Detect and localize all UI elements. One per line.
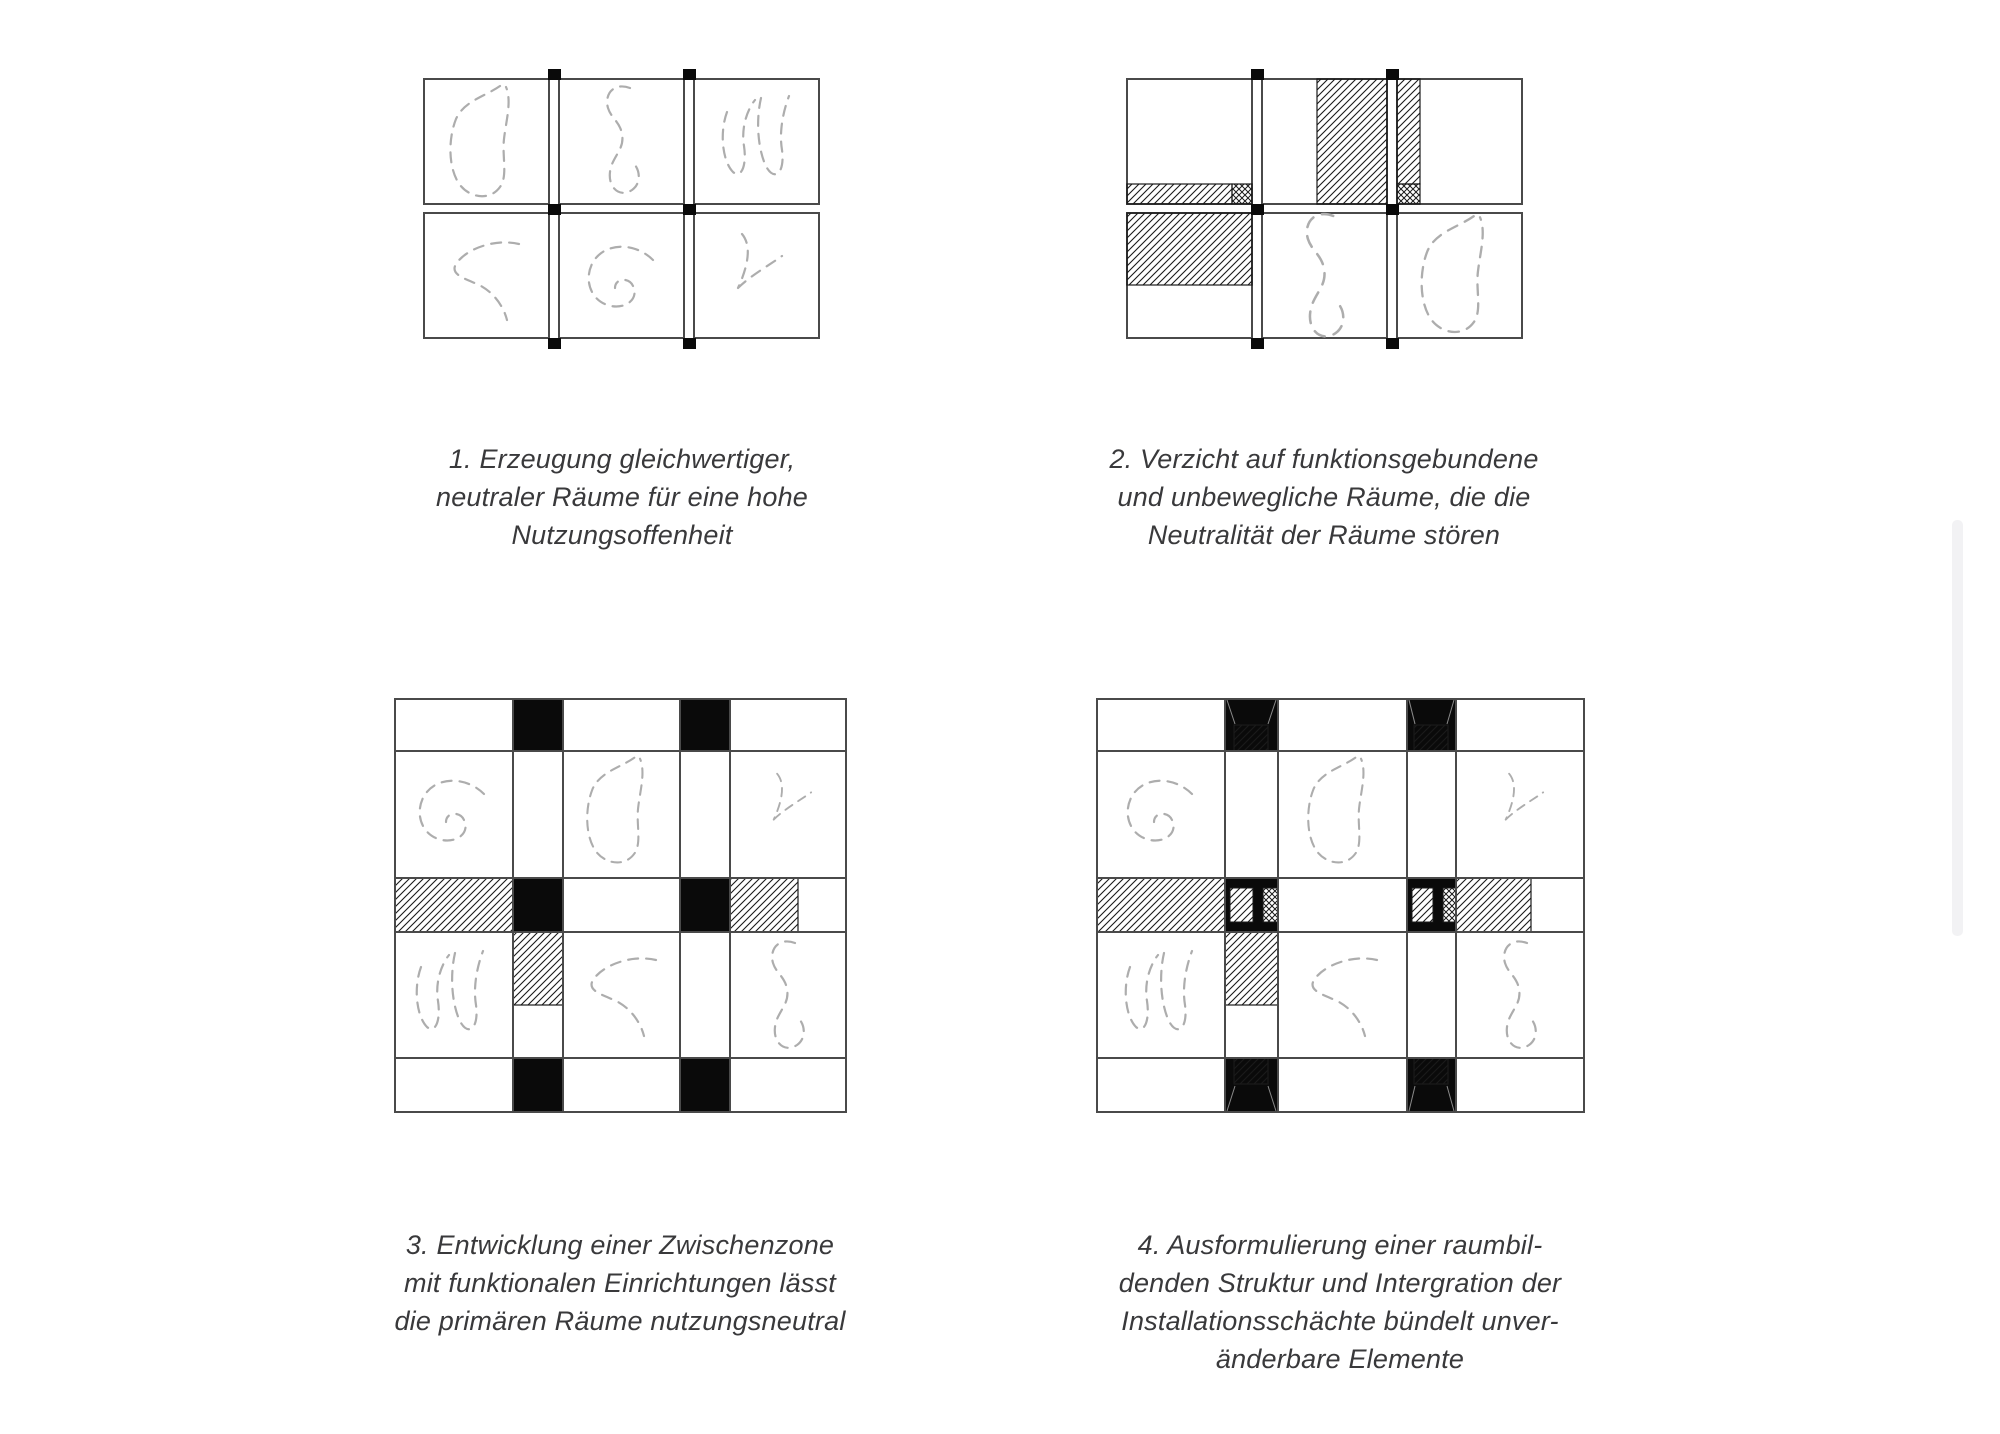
- panel-4-caption: [1060, 1226, 1620, 1378]
- furniture-blob: [587, 758, 642, 863]
- function-band-hatch: [1317, 79, 1387, 204]
- caption-line: 2. Verzicht auf funktionsgebundene: [1109, 444, 1539, 474]
- function-block-hatch: [1127, 213, 1252, 285]
- service-zones: [1097, 878, 1531, 1005]
- diagram-3-floorplan: [395, 699, 846, 1112]
- furniture-blob: [772, 941, 804, 1047]
- room: [694, 213, 819, 338]
- furniture-blob: [1312, 958, 1377, 1036]
- furniture-blob: [1128, 781, 1192, 841]
- service-beam: [1407, 878, 1456, 932]
- beam-cross: [1263, 888, 1278, 922]
- service-hatch: [513, 932, 563, 1005]
- installation-shaft-top: [1225, 699, 1456, 751]
- panel-2-caption: [1044, 440, 1604, 554]
- panel-3-caption: [340, 1226, 900, 1340]
- function-band-hatch: [1397, 79, 1420, 184]
- core-blocks: [513, 699, 730, 1112]
- diagram-4-floorplan: [1097, 699, 1584, 1112]
- service-hatch: [1456, 878, 1531, 932]
- function-band-cross: [1397, 184, 1420, 204]
- furniture-blob: [1126, 951, 1192, 1029]
- scrollbar[interactable]: [1952, 520, 1963, 936]
- function-strip-cross: [1232, 184, 1252, 204]
- caption-line: die primären Räume nutzungsneutral: [394, 1306, 846, 1336]
- beam-hatch: [1230, 888, 1253, 922]
- shaft-hatch: [1234, 725, 1268, 751]
- furniture-blob: [774, 774, 811, 820]
- panel-1-caption: [342, 440, 902, 554]
- function-strip-hatch: [1127, 184, 1232, 204]
- shaft-hatch: [1234, 1058, 1268, 1084]
- diagram-2-floorplan: [1127, 69, 1522, 349]
- furniture-blob: [591, 958, 656, 1036]
- service-zones: [395, 878, 798, 1005]
- service-hatch: [1225, 932, 1278, 1005]
- furniture-blob: [417, 951, 483, 1029]
- room: [424, 79, 549, 204]
- caption-line: 1. Erzeugung gleichwertiger,: [448, 444, 796, 474]
- caption-line: Nutzungsoffenheit: [511, 520, 733, 550]
- service-beam: [1225, 878, 1278, 932]
- caption-line: änderbare Elemente: [1215, 1344, 1465, 1374]
- room: [424, 213, 549, 338]
- caption-line: und unbewegliche Räume, die die: [1117, 482, 1531, 512]
- diagram-1-floorplan: [424, 69, 819, 349]
- neutral-rooms: [424, 79, 819, 338]
- furniture-blob: [1504, 941, 1536, 1047]
- caption-line: 3. Entwicklung einer Zwischenzone: [405, 1230, 835, 1260]
- service-hatch: [730, 878, 798, 932]
- furniture-blob: [420, 781, 484, 841]
- caption-line: mit funktionalen Einrichtungen lässt: [404, 1268, 836, 1298]
- caption-line: neutraler Räume für eine hohe: [435, 482, 809, 512]
- caption-line: Neutralität der Räume stören: [1147, 520, 1501, 550]
- service-beam-elements: [1225, 878, 1456, 932]
- room: [559, 213, 684, 338]
- service-hatch: [395, 878, 513, 932]
- room: [1397, 213, 1522, 338]
- installation-shaft-bottom: [1225, 1058, 1456, 1112]
- service-hatch: [1097, 878, 1225, 932]
- shaft-hatch: [1414, 1058, 1448, 1084]
- room: [694, 79, 819, 204]
- furniture-blob: [1308, 758, 1363, 863]
- beam-hatch: [1412, 888, 1433, 922]
- shaft-hatch: [1414, 725, 1448, 751]
- beam-cross: [1443, 888, 1456, 922]
- caption-line: Installationsschächte bündelt unver-: [1121, 1306, 1559, 1336]
- caption-line: denden Struktur und Intergration der: [1118, 1268, 1562, 1298]
- furniture-blob: [1506, 774, 1543, 820]
- caption-line: 4. Ausformulierung einer raumbil-: [1137, 1230, 1543, 1260]
